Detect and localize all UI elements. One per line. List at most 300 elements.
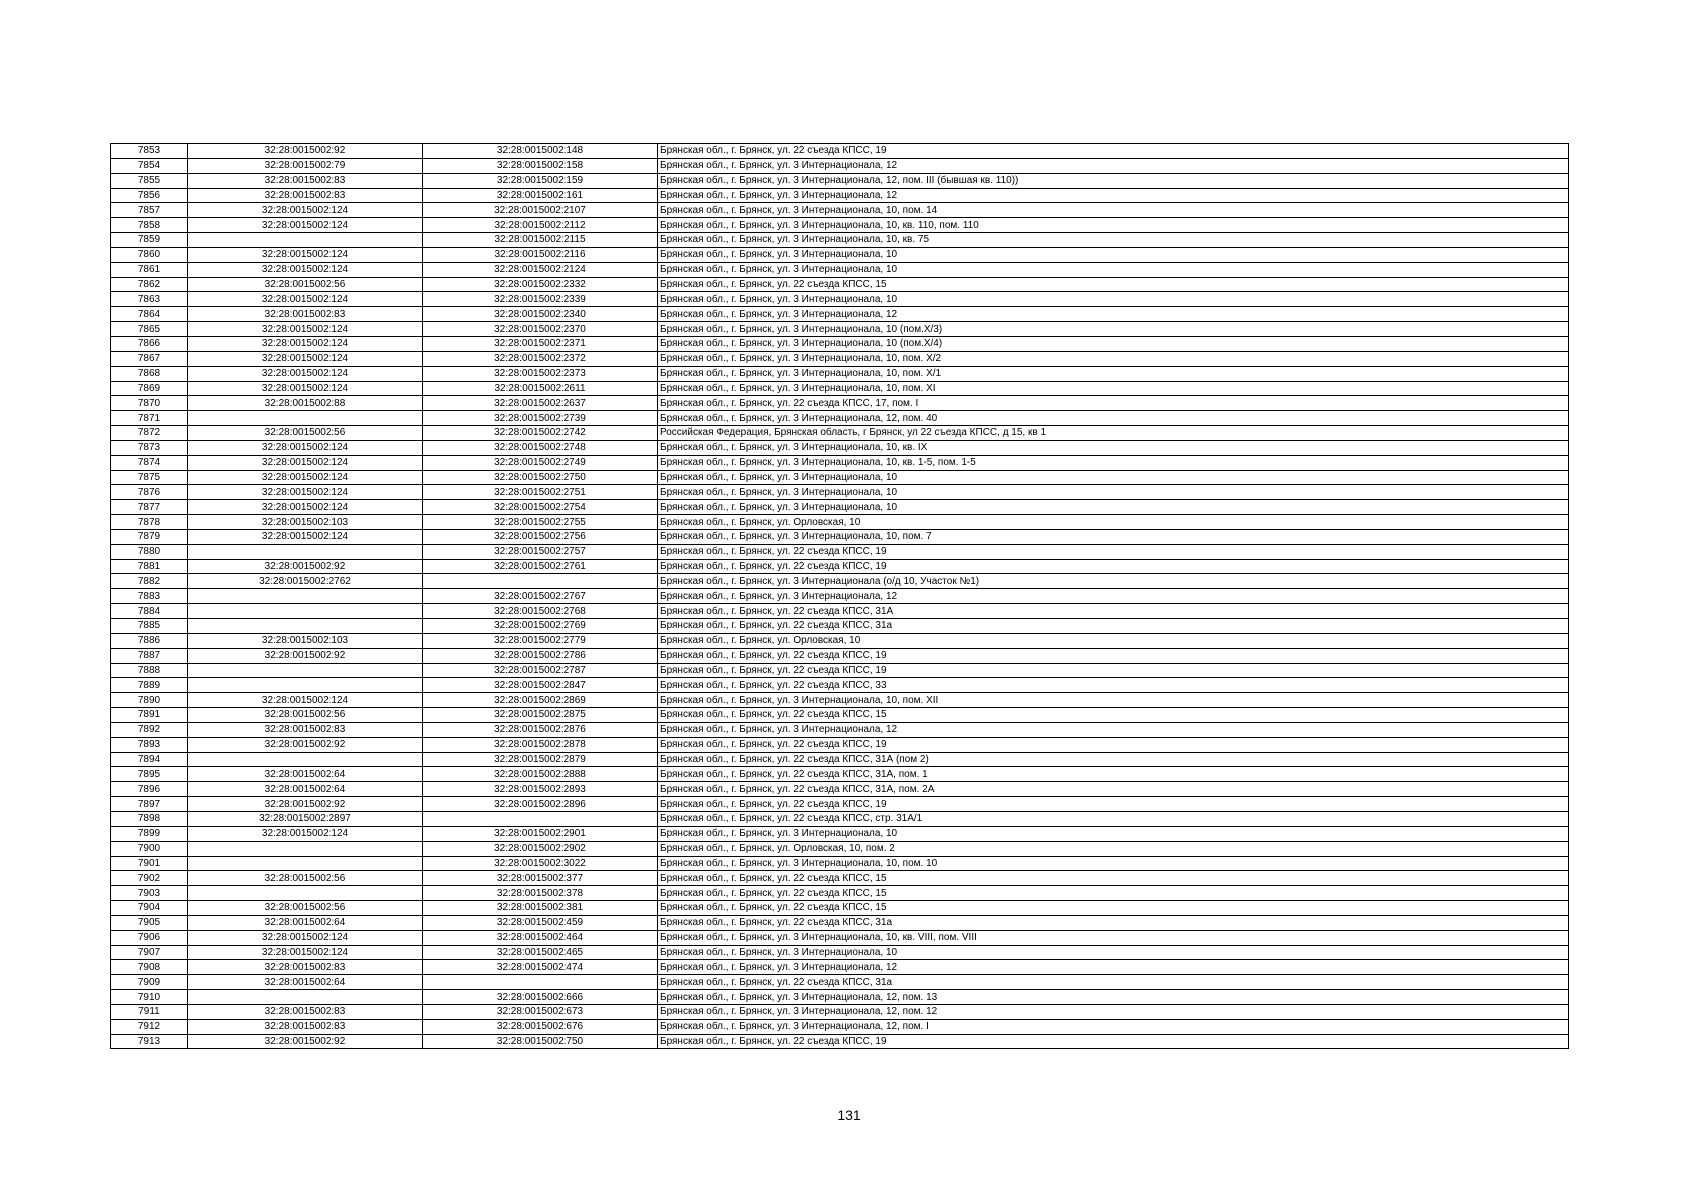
- table-row: [111, 440, 1569, 455]
- parent-cadastral-number-cell: 32:28:0015002:124: [188, 485, 423, 500]
- parent-cadastral-number-cell: 32:28:0015002:103: [188, 633, 423, 648]
- address-cell: Брянская обл., г. Брянск, ул. 22 съезда КПСС, 19: [658, 663, 1569, 678]
- cadastral-number-cell: 32:28:0015002:158: [423, 158, 658, 173]
- row-number-cell: 7889: [111, 678, 188, 693]
- cadastral-number-cell: 32:28:0015002:2754: [423, 500, 658, 515]
- cadastral-number-cell: 32:28:0015002:381: [423, 901, 658, 916]
- address-cell: Брянская обл., г. Брянск, ул. 3 Интернационала, 10, пом. XI: [658, 381, 1569, 396]
- address-cell: Брянская обл., г. Брянск, ул. 3 Интернационала, 10: [658, 500, 1569, 515]
- cadastral-number-cell: 32:28:0015002:2888: [423, 767, 658, 782]
- row-number-cell: 7857: [111, 203, 188, 218]
- table-row: [111, 930, 1569, 945]
- address-cell: Брянская обл., г. Брянск, ул. Орловская, 10: [658, 515, 1569, 530]
- row-number-cell: 7909: [111, 975, 188, 990]
- address-cell: Брянская обл., г. Брянск, ул. 3 Интернационала, 12: [658, 722, 1569, 737]
- table-row: [111, 752, 1569, 767]
- row-number-cell: 7883: [111, 589, 188, 604]
- address-cell: Брянская обл., г. Брянск, ул. 22 съезда КПСС, 15: [658, 886, 1569, 901]
- address-cell: Брянская обл., г. Брянск, ул. 3 Интернационала, 10, кв. 1-5, пом. 1-5: [658, 455, 1569, 470]
- row-number-cell: 7882: [111, 574, 188, 589]
- table-row: [111, 173, 1569, 188]
- row-number-cell: 7876: [111, 485, 188, 500]
- parent-cadastral-number-cell: 32:28:0015002:124: [188, 440, 423, 455]
- parent-cadastral-number-cell: 32:28:0015002:124: [188, 693, 423, 708]
- row-number-cell: 7895: [111, 767, 188, 782]
- table-row: [111, 678, 1569, 693]
- address-cell: Брянская обл., г. Брянск, ул. 3 Интернационала, 10: [658, 826, 1569, 841]
- address-cell: Брянская обл., г. Брянск, ул. 3 Интернационала, 12, пом. I: [658, 1019, 1569, 1034]
- cadastral-number-cell: 32:28:0015002:2339: [423, 292, 658, 307]
- table-row: [111, 559, 1569, 574]
- cadastral-number-cell: 32:28:0015002:2750: [423, 470, 658, 485]
- address-cell: Брянская обл., г. Брянск, ул. 22 съезда КПСС, 31А: [658, 604, 1569, 619]
- row-number-cell: 7887: [111, 648, 188, 663]
- cadastral-number-cell: 32:28:0015002:673: [423, 1004, 658, 1019]
- cadastral-number-cell: 32:28:0015002:2748: [423, 440, 658, 455]
- parent-cadastral-number-cell: 32:28:0015002:92: [188, 559, 423, 574]
- parent-cadastral-number-cell: [188, 678, 423, 693]
- address-cell: Брянская обл., г. Брянск, ул. 3 Интернационала, 12: [658, 589, 1569, 604]
- parent-cadastral-number-cell: 32:28:0015002:83: [188, 307, 423, 322]
- table-row: [111, 233, 1569, 248]
- row-number-cell: 7911: [111, 1004, 188, 1019]
- row-number-cell: 7866: [111, 336, 188, 351]
- row-number-cell: 7910: [111, 990, 188, 1005]
- cadastral-number-cell: 32:28:0015002:2116: [423, 247, 658, 262]
- table-row: [111, 797, 1569, 812]
- row-number-cell: 7881: [111, 559, 188, 574]
- address-cell: Брянская обл., г. Брянск, ул. 22 съезда КПСС, 31А, пом. 2А: [658, 782, 1569, 797]
- parent-cadastral-number-cell: 32:28:0015002:92: [188, 737, 423, 752]
- parent-cadastral-number-cell: 32:28:0015002:124: [188, 366, 423, 381]
- address-cell: Брянская обл., г. Брянск, ул. 3 Интернационала (о/д 10, Участок №1): [658, 574, 1569, 589]
- cadastral-number-cell: 32:28:0015002:2901: [423, 826, 658, 841]
- table-row: [111, 485, 1569, 500]
- address-cell: Брянская обл., г. Брянск, ул. 22 съезда КПСС, 15: [658, 277, 1569, 292]
- parent-cadastral-number-cell: 32:28:0015002:56: [188, 708, 423, 723]
- parent-cadastral-number-cell: 32:28:0015002:56: [188, 901, 423, 916]
- cadastral-number-cell: 32:28:0015002:2756: [423, 529, 658, 544]
- parent-cadastral-number-cell: 32:28:0015002:64: [188, 782, 423, 797]
- address-cell: Брянская обл., г. Брянск, ул. 3 Интернационала, 10, кв. VIII, пом. VIII: [658, 930, 1569, 945]
- address-cell: Брянская обл., г. Брянск, ул. 22 съезда КПСС, 19: [658, 144, 1569, 159]
- row-number-cell: 7871: [111, 411, 188, 426]
- cadastral-number-cell: 32:28:0015002:2112: [423, 218, 658, 233]
- table-row: [111, 203, 1569, 218]
- row-number-cell: 7859: [111, 233, 188, 248]
- row-number-cell: 7884: [111, 604, 188, 619]
- parent-cadastral-number-cell: 32:28:0015002:56: [188, 277, 423, 292]
- address-cell: Брянская обл., г. Брянск, ул. 3 Интернационала, 10: [658, 470, 1569, 485]
- cadastral-number-cell: [423, 811, 658, 826]
- cadastral-number-cell: 32:28:0015002:2902: [423, 841, 658, 856]
- cadastral-number-cell: 32:28:0015002:2879: [423, 752, 658, 767]
- parent-cadastral-number-cell: 32:28:0015002:92: [188, 1034, 423, 1049]
- address-cell: Брянская обл., г. Брянск, ул. 3 Интернационала, 12: [658, 188, 1569, 203]
- table-row: [111, 708, 1569, 723]
- cadastral-number-cell: 32:28:0015002:2742: [423, 426, 658, 441]
- row-number-cell: 7856: [111, 188, 188, 203]
- row-number-cell: 7906: [111, 930, 188, 945]
- row-number-cell: 7878: [111, 515, 188, 530]
- address-cell: Брянская обл., г. Брянск, ул. 3 Интернационала, 12, пом. 40: [658, 411, 1569, 426]
- parent-cadastral-number-cell: 32:28:0015002:83: [188, 173, 423, 188]
- row-number-cell: 7880: [111, 544, 188, 559]
- cadastral-number-cell: 32:28:0015002:2878: [423, 737, 658, 752]
- parent-cadastral-number-cell: 32:28:0015002:124: [188, 826, 423, 841]
- table-row: [111, 915, 1569, 930]
- cadastral-number-cell: 32:28:0015002:750: [423, 1034, 658, 1049]
- parent-cadastral-number-cell: 32:28:0015002:124: [188, 292, 423, 307]
- register-sheet: [110, 143, 1568, 1049]
- cadastral-number-cell: 32:28:0015002:2373: [423, 366, 658, 381]
- parent-cadastral-number-cell: [188, 411, 423, 426]
- parent-cadastral-number-cell: [188, 990, 423, 1005]
- row-number-cell: 7912: [111, 1019, 188, 1034]
- table-row: [111, 604, 1569, 619]
- cadastral-number-cell: 32:28:0015002:2787: [423, 663, 658, 678]
- address-cell: Брянская обл., г. Брянск, ул. 3 Интернационала, 10, пом. XII: [658, 693, 1569, 708]
- address-cell: Брянская обл., г. Брянск, ул. 22 съезда КПСС, 19: [658, 559, 1569, 574]
- table-row: [111, 262, 1569, 277]
- table-row: [111, 737, 1569, 752]
- cadastral-number-cell: 32:28:0015002:2332: [423, 277, 658, 292]
- cadastral-number-cell: 32:28:0015002:378: [423, 886, 658, 901]
- address-cell: Брянская обл., г. Брянск, ул. 3 Интернационала, 10 (пом.Х/3): [658, 322, 1569, 337]
- cadastral-number-cell: 32:28:0015002:3022: [423, 856, 658, 871]
- row-number-cell: 7872: [111, 426, 188, 441]
- address-cell: Брянская обл., г. Брянск, ул. 3 Интернационала, 12, пом. III (бывшая кв. 110)): [658, 173, 1569, 188]
- address-cell: Брянская обл., г. Брянск, ул. 22 съезда КПСС, 31А, пом. 1: [658, 767, 1569, 782]
- row-number-cell: 7860: [111, 247, 188, 262]
- parent-cadastral-number-cell: 32:28:0015002:124: [188, 470, 423, 485]
- address-cell: Брянская обл., г. Брянск, ул. 3 Интернационала, 10, пом. 10: [658, 856, 1569, 871]
- row-number-cell: 7900: [111, 841, 188, 856]
- row-number-cell: 7897: [111, 797, 188, 812]
- row-number-cell: 7891: [111, 708, 188, 723]
- address-cell: Брянская обл., г. Брянск, ул. 3 Интернационала, 10: [658, 247, 1569, 262]
- table-row: [111, 826, 1569, 841]
- table-row: [111, 871, 1569, 886]
- cadastral-register-table: [110, 143, 1569, 1049]
- parent-cadastral-number-cell: 32:28:0015002:64: [188, 975, 423, 990]
- address-cell: Брянская обл., г. Брянск, ул. 22 съезда КПСС, 17, пом. I: [658, 396, 1569, 411]
- table-row: [111, 648, 1569, 663]
- row-number-cell: 7893: [111, 737, 188, 752]
- parent-cadastral-number-cell: 32:28:0015002:124: [188, 529, 423, 544]
- cadastral-number-cell: 32:28:0015002:2786: [423, 648, 658, 663]
- row-number-cell: 7907: [111, 945, 188, 960]
- table-row: [111, 218, 1569, 233]
- cadastral-number-cell: 32:28:0015002:459: [423, 915, 658, 930]
- cadastral-number-cell: 32:28:0015002:2769: [423, 619, 658, 634]
- parent-cadastral-number-cell: [188, 619, 423, 634]
- parent-cadastral-number-cell: 32:28:0015002:83: [188, 722, 423, 737]
- parent-cadastral-number-cell: 32:28:0015002:64: [188, 767, 423, 782]
- cadastral-number-cell: 32:28:0015002:2893: [423, 782, 658, 797]
- cadastral-number-cell: 32:28:0015002:2779: [423, 633, 658, 648]
- row-number-cell: 7868: [111, 366, 188, 381]
- address-cell: Брянская обл., г. Брянск, ул. 22 съезда КПСС, 19: [658, 1034, 1569, 1049]
- page-number: 131: [837, 1107, 861, 1123]
- row-number-cell: 7854: [111, 158, 188, 173]
- row-number-cell: 7904: [111, 901, 188, 916]
- table-row: [111, 544, 1569, 559]
- address-cell: Брянская обл., г. Брянск, ул. 22 съезда КПСС, 31а: [658, 915, 1569, 930]
- parent-cadastral-number-cell: 32:28:0015002:2897: [188, 811, 423, 826]
- cadastral-number-cell: 32:28:0015002:666: [423, 990, 658, 1005]
- address-cell: Брянская обл., г. Брянск, ул. 22 съезда КПСС, 19: [658, 648, 1569, 663]
- row-number-cell: 7905: [111, 915, 188, 930]
- parent-cadastral-number-cell: 32:28:0015002:92: [188, 144, 423, 159]
- register-table-body: [111, 144, 1569, 1049]
- address-cell: Брянская обл., г. Брянск, ул. 3 Интернационала, 10: [658, 262, 1569, 277]
- parent-cadastral-number-cell: 32:28:0015002:124: [188, 247, 423, 262]
- address-cell: Брянская обл., г. Брянск, ул. 3 Интернационала, 10: [658, 945, 1569, 960]
- cadastral-number-cell: 32:28:0015002:2637: [423, 396, 658, 411]
- cadastral-number-cell: 32:28:0015002:2611: [423, 381, 658, 396]
- table-row: [111, 841, 1569, 856]
- parent-cadastral-number-cell: [188, 544, 423, 559]
- cadastral-number-cell: 32:28:0015002:464: [423, 930, 658, 945]
- table-row: [111, 1019, 1569, 1034]
- parent-cadastral-number-cell: [188, 589, 423, 604]
- row-number-cell: 7896: [111, 782, 188, 797]
- table-row: [111, 322, 1569, 337]
- row-number-cell: 7902: [111, 871, 188, 886]
- parent-cadastral-number-cell: [188, 233, 423, 248]
- parent-cadastral-number-cell: 32:28:0015002:83: [188, 1019, 423, 1034]
- address-cell: Брянская обл., г. Брянск, ул. 3 Интернационала, 10, кв. 110, пом. 110: [658, 218, 1569, 233]
- table-row: [111, 1034, 1569, 1049]
- row-number-cell: 7875: [111, 470, 188, 485]
- table-row: [111, 470, 1569, 485]
- table-row: [111, 396, 1569, 411]
- parent-cadastral-number-cell: 32:28:0015002:56: [188, 871, 423, 886]
- address-cell: Брянская обл., г. Брянск, ул. 3 Интернационала, 10: [658, 292, 1569, 307]
- row-number-cell: 7899: [111, 826, 188, 841]
- row-number-cell: 7863: [111, 292, 188, 307]
- parent-cadastral-number-cell: 32:28:0015002:79: [188, 158, 423, 173]
- address-cell: Брянская обл., г. Брянск, ул. 22 съезда КПСС, 19: [658, 797, 1569, 812]
- cadastral-number-cell: 32:28:0015002:2115: [423, 233, 658, 248]
- table-row: [111, 1004, 1569, 1019]
- table-row: [111, 336, 1569, 351]
- address-cell: Брянская обл., г. Брянск, ул. 22 съезда КПСС, стр. 31А/1: [658, 811, 1569, 826]
- cadastral-number-cell: 32:28:0015002:2107: [423, 203, 658, 218]
- cadastral-number-cell: 32:28:0015002:377: [423, 871, 658, 886]
- row-number-cell: 7873: [111, 440, 188, 455]
- cadastral-number-cell: 32:28:0015002:2896: [423, 797, 658, 812]
- cadastral-number-cell: 32:28:0015002:2372: [423, 351, 658, 366]
- table-row: [111, 247, 1569, 262]
- cadastral-number-cell: 32:28:0015002:2749: [423, 455, 658, 470]
- address-cell: Брянская обл., г. Брянск, ул. 22 съезда КПСС, 19: [658, 737, 1569, 752]
- address-cell: Брянская обл., г. Брянск, ул. 22 съезда КПСС, 19: [658, 544, 1569, 559]
- address-cell: Брянская обл., г. Брянск, ул. 22 съезда КПСС, 31А (пом 2): [658, 752, 1569, 767]
- row-number-cell: 7908: [111, 960, 188, 975]
- row-number-cell: 7879: [111, 529, 188, 544]
- parent-cadastral-number-cell: [188, 604, 423, 619]
- row-number-cell: 7862: [111, 277, 188, 292]
- cadastral-number-cell: 32:28:0015002:2875: [423, 708, 658, 723]
- address-cell: Брянская обл., г. Брянск, ул. 22 съезда КПСС, 33: [658, 678, 1569, 693]
- table-row: [111, 292, 1569, 307]
- address-cell: Брянская обл., г. Брянск, ул. 22 съезда КПСС, 31а: [658, 975, 1569, 990]
- address-cell: Брянская обл., г. Брянск, ул. 3 Интернационала, 12: [658, 158, 1569, 173]
- address-cell: Брянская обл., г. Брянск, ул. 3 Интернационала, 10 (пом.Х/4): [658, 336, 1569, 351]
- parent-cadastral-number-cell: 32:28:0015002:103: [188, 515, 423, 530]
- parent-cadastral-number-cell: 32:28:0015002:92: [188, 648, 423, 663]
- table-row: [111, 529, 1569, 544]
- address-cell: Брянская обл., г. Брянск, ул. Орловская, 10, пом. 2: [658, 841, 1569, 856]
- table-row: [111, 574, 1569, 589]
- cadastral-number-cell: 32:28:0015002:2767: [423, 589, 658, 604]
- address-cell: Брянская обл., г. Брянск, ул. 22 съезда КПСС, 15: [658, 901, 1569, 916]
- parent-cadastral-number-cell: 32:28:0015002:124: [188, 930, 423, 945]
- address-cell: Брянская обл., г. Брянск, ул. 22 съезда КПСС, 15: [658, 708, 1569, 723]
- parent-cadastral-number-cell: 32:28:0015002:92: [188, 797, 423, 812]
- parent-cadastral-number-cell: 32:28:0015002:124: [188, 381, 423, 396]
- row-number-cell: 7877: [111, 500, 188, 515]
- address-cell: Брянская обл., г. Брянск, ул. 3 Интернационала, 12: [658, 960, 1569, 975]
- cadastral-number-cell: 32:28:0015002:2757: [423, 544, 658, 559]
- parent-cadastral-number-cell: [188, 663, 423, 678]
- table-row: [111, 188, 1569, 203]
- parent-cadastral-number-cell: 32:28:0015002:124: [188, 500, 423, 515]
- table-row: [111, 633, 1569, 648]
- table-row: [111, 782, 1569, 797]
- cadastral-number-cell: 32:28:0015002:2876: [423, 722, 658, 737]
- table-row: [111, 277, 1569, 292]
- row-number-cell: 7869: [111, 381, 188, 396]
- parent-cadastral-number-cell: 32:28:0015002:124: [188, 203, 423, 218]
- parent-cadastral-number-cell: 32:28:0015002:2762: [188, 574, 423, 589]
- cadastral-number-cell: 32:28:0015002:161: [423, 188, 658, 203]
- cadastral-number-cell: 32:28:0015002:2370: [423, 322, 658, 337]
- parent-cadastral-number-cell: [188, 856, 423, 871]
- row-number-cell: 7861: [111, 262, 188, 277]
- parent-cadastral-number-cell: 32:28:0015002:124: [188, 218, 423, 233]
- row-number-cell: 7894: [111, 752, 188, 767]
- row-number-cell: 7898: [111, 811, 188, 826]
- parent-cadastral-number-cell: [188, 752, 423, 767]
- table-row: [111, 901, 1569, 916]
- address-cell: Брянская обл., г. Брянск, ул. 3 Интернационала, 10, пом. 14: [658, 203, 1569, 218]
- table-row: [111, 619, 1569, 634]
- cadastral-number-cell: 32:28:0015002:2124: [423, 262, 658, 277]
- cadastral-number-cell: 32:28:0015002:465: [423, 945, 658, 960]
- cadastral-number-cell: 32:28:0015002:2869: [423, 693, 658, 708]
- table-row: [111, 426, 1569, 441]
- row-number-cell: 7901: [111, 856, 188, 871]
- address-cell: Брянская обл., г. Брянск, ул. 3 Интернационала, 12, пом. 12: [658, 1004, 1569, 1019]
- table-row: [111, 500, 1569, 515]
- cadastral-number-cell: 32:28:0015002:2371: [423, 336, 658, 351]
- table-row: [111, 589, 1569, 604]
- address-cell: Брянская обл., г. Брянск, ул. 3 Интернационала, 10: [658, 485, 1569, 500]
- table-row: [111, 158, 1569, 173]
- row-number-cell: 7890: [111, 693, 188, 708]
- row-number-cell: 7888: [111, 663, 188, 678]
- address-cell: Российская Федерация, Брянская область, г Брянск, ул 22 съезда КПСС, д 15, кв 1: [658, 426, 1569, 441]
- row-number-cell: 7892: [111, 722, 188, 737]
- parent-cadastral-number-cell: 32:28:0015002:124: [188, 945, 423, 960]
- table-row: [111, 351, 1569, 366]
- address-cell: Брянская обл., г. Брянск, ул. 3 Интернационала, 10, пом. Х/1: [658, 366, 1569, 381]
- parent-cadastral-number-cell: 32:28:0015002:124: [188, 322, 423, 337]
- cadastral-number-cell: 32:28:0015002:2340: [423, 307, 658, 322]
- parent-cadastral-number-cell: 32:28:0015002:56: [188, 426, 423, 441]
- table-row: [111, 381, 1569, 396]
- row-number-cell: 7867: [111, 351, 188, 366]
- table-row: [111, 975, 1569, 990]
- table-row: [111, 693, 1569, 708]
- table-row: [111, 455, 1569, 470]
- parent-cadastral-number-cell: 32:28:0015002:83: [188, 1004, 423, 1019]
- parent-cadastral-number-cell: 32:28:0015002:64: [188, 915, 423, 930]
- address-cell: Брянская обл., г. Брянск, ул. 3 Интернационала, 10, пом. Х/2: [658, 351, 1569, 366]
- table-row: [111, 856, 1569, 871]
- address-cell: Брянская обл., г. Брянск, ул. 3 Интернационала, 12: [658, 307, 1569, 322]
- address-cell: Брянская обл., г. Брянск, ул. 22 съезда КПСС, 15: [658, 871, 1569, 886]
- table-row: [111, 811, 1569, 826]
- cadastral-number-cell: 32:28:0015002:159: [423, 173, 658, 188]
- parent-cadastral-number-cell: 32:28:0015002:124: [188, 351, 423, 366]
- row-number-cell: 7886: [111, 633, 188, 648]
- table-row: [111, 411, 1569, 426]
- table-row: [111, 767, 1569, 782]
- address-cell: Брянская обл., г. Брянск, ул. Орловская, 10: [658, 633, 1569, 648]
- parent-cadastral-number-cell: [188, 886, 423, 901]
- row-number-cell: 7870: [111, 396, 188, 411]
- table-row: [111, 307, 1569, 322]
- parent-cadastral-number-cell: 32:28:0015002:124: [188, 336, 423, 351]
- parent-cadastral-number-cell: 32:28:0015002:124: [188, 455, 423, 470]
- table-row: [111, 663, 1569, 678]
- cadastral-number-cell: 32:28:0015002:2768: [423, 604, 658, 619]
- cadastral-number-cell: 32:28:0015002:148: [423, 144, 658, 159]
- cadastral-number-cell: 32:28:0015002:2755: [423, 515, 658, 530]
- address-cell: Брянская обл., г. Брянск, ул. 3 Интернационала, 10, кв. 75: [658, 233, 1569, 248]
- table-row: [111, 144, 1569, 159]
- cadastral-number-cell: 32:28:0015002:676: [423, 1019, 658, 1034]
- cadastral-number-cell: 32:28:0015002:474: [423, 960, 658, 975]
- row-number-cell: 7865: [111, 322, 188, 337]
- row-number-cell: 7885: [111, 619, 188, 634]
- parent-cadastral-number-cell: 32:28:0015002:83: [188, 960, 423, 975]
- address-cell: Брянская обл., г. Брянск, ул. 3 Интернационала, 10, пом. 7: [658, 529, 1569, 544]
- address-cell: Брянская обл., г. Брянск, ул. 3 Интернационала, 10, кв. IX: [658, 440, 1569, 455]
- address-cell: Брянская обл., г. Брянск, ул. 3 Интернационала, 12, пом. 13: [658, 990, 1569, 1005]
- table-row: [111, 990, 1569, 1005]
- table-row: [111, 886, 1569, 901]
- cadastral-number-cell: 32:28:0015002:2761: [423, 559, 658, 574]
- row-number-cell: 7858: [111, 218, 188, 233]
- table-row: [111, 366, 1569, 381]
- table-row: [111, 722, 1569, 737]
- row-number-cell: 7903: [111, 886, 188, 901]
- parent-cadastral-number-cell: [188, 841, 423, 856]
- parent-cadastral-number-cell: 32:28:0015002:124: [188, 262, 423, 277]
- row-number-cell: 7855: [111, 173, 188, 188]
- table-row: [111, 960, 1569, 975]
- cadastral-number-cell: 32:28:0015002:2739: [423, 411, 658, 426]
- cadastral-number-cell: [423, 574, 658, 589]
- cadastral-number-cell: 32:28:0015002:2847: [423, 678, 658, 693]
- cadastral-number-cell: [423, 975, 658, 990]
- row-number-cell: 7874: [111, 455, 188, 470]
